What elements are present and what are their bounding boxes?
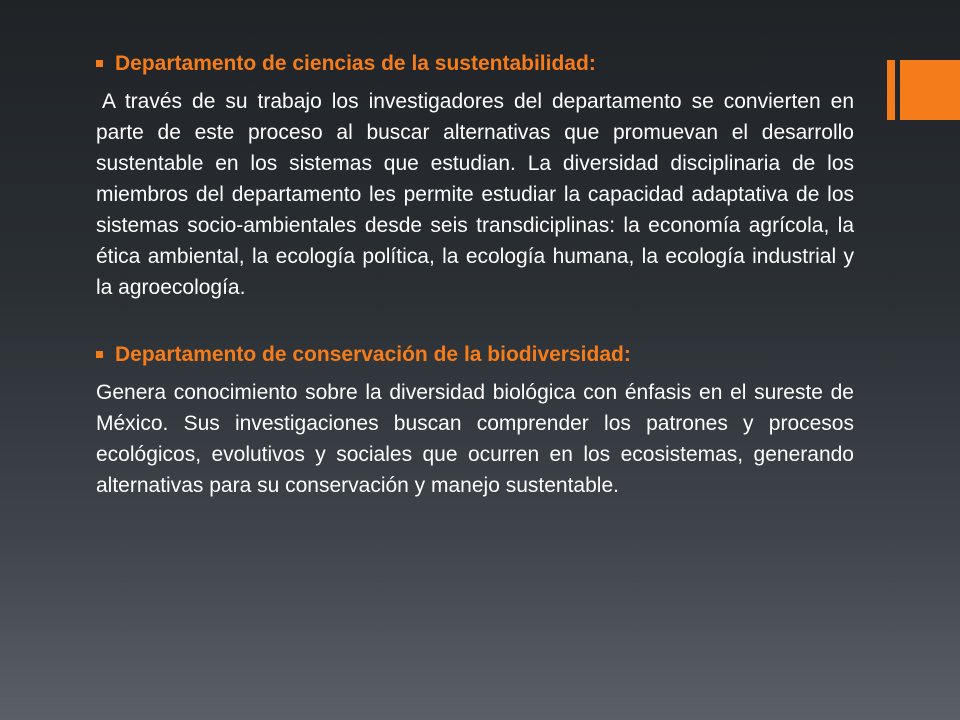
square-bullet-icon bbox=[96, 60, 103, 67]
section-heading bbox=[96, 339, 854, 371]
section-sustainability bbox=[96, 48, 854, 303]
section-heading-text: Departamento de conservación de la biodiversidad: bbox=[115, 343, 631, 366]
section-heading bbox=[96, 48, 854, 80]
accent-bar-thick bbox=[900, 60, 960, 120]
accent-bar-thin bbox=[887, 60, 895, 120]
section-body: Genera conocimiento sobre la diversidad biológica con énfasis en el sureste de México. Sus investigaciones buscan comprender los patrones y procesos ecológicos, evolutivos y sociales que ocurren en los ecosistemas, generando alternativas para su conservación y manejo sustentable. bbox=[96, 381, 854, 497]
section-heading-text: Departamento de ciencias de la sustentabilidad: bbox=[115, 52, 596, 75]
slide-content bbox=[96, 48, 854, 501]
section-biodiversity bbox=[96, 339, 854, 501]
square-bullet-icon bbox=[96, 351, 103, 358]
section-body: A través de su trabajo los investigadores del departamento se convierten en parte de este proceso al buscar alternativas que promuevan el desarrollo sustentable en los sistemas que estudian. La diversidad disciplinaria de los miembros del departamento les permite estudiar la capacidad adaptativa de los sistemas socio-ambientales desde seis transdiciplinas: la economía agrícola, la ética ambiental, la ecología política, la ecología humana, la ecología industrial y la agroecología. bbox=[96, 90, 854, 299]
